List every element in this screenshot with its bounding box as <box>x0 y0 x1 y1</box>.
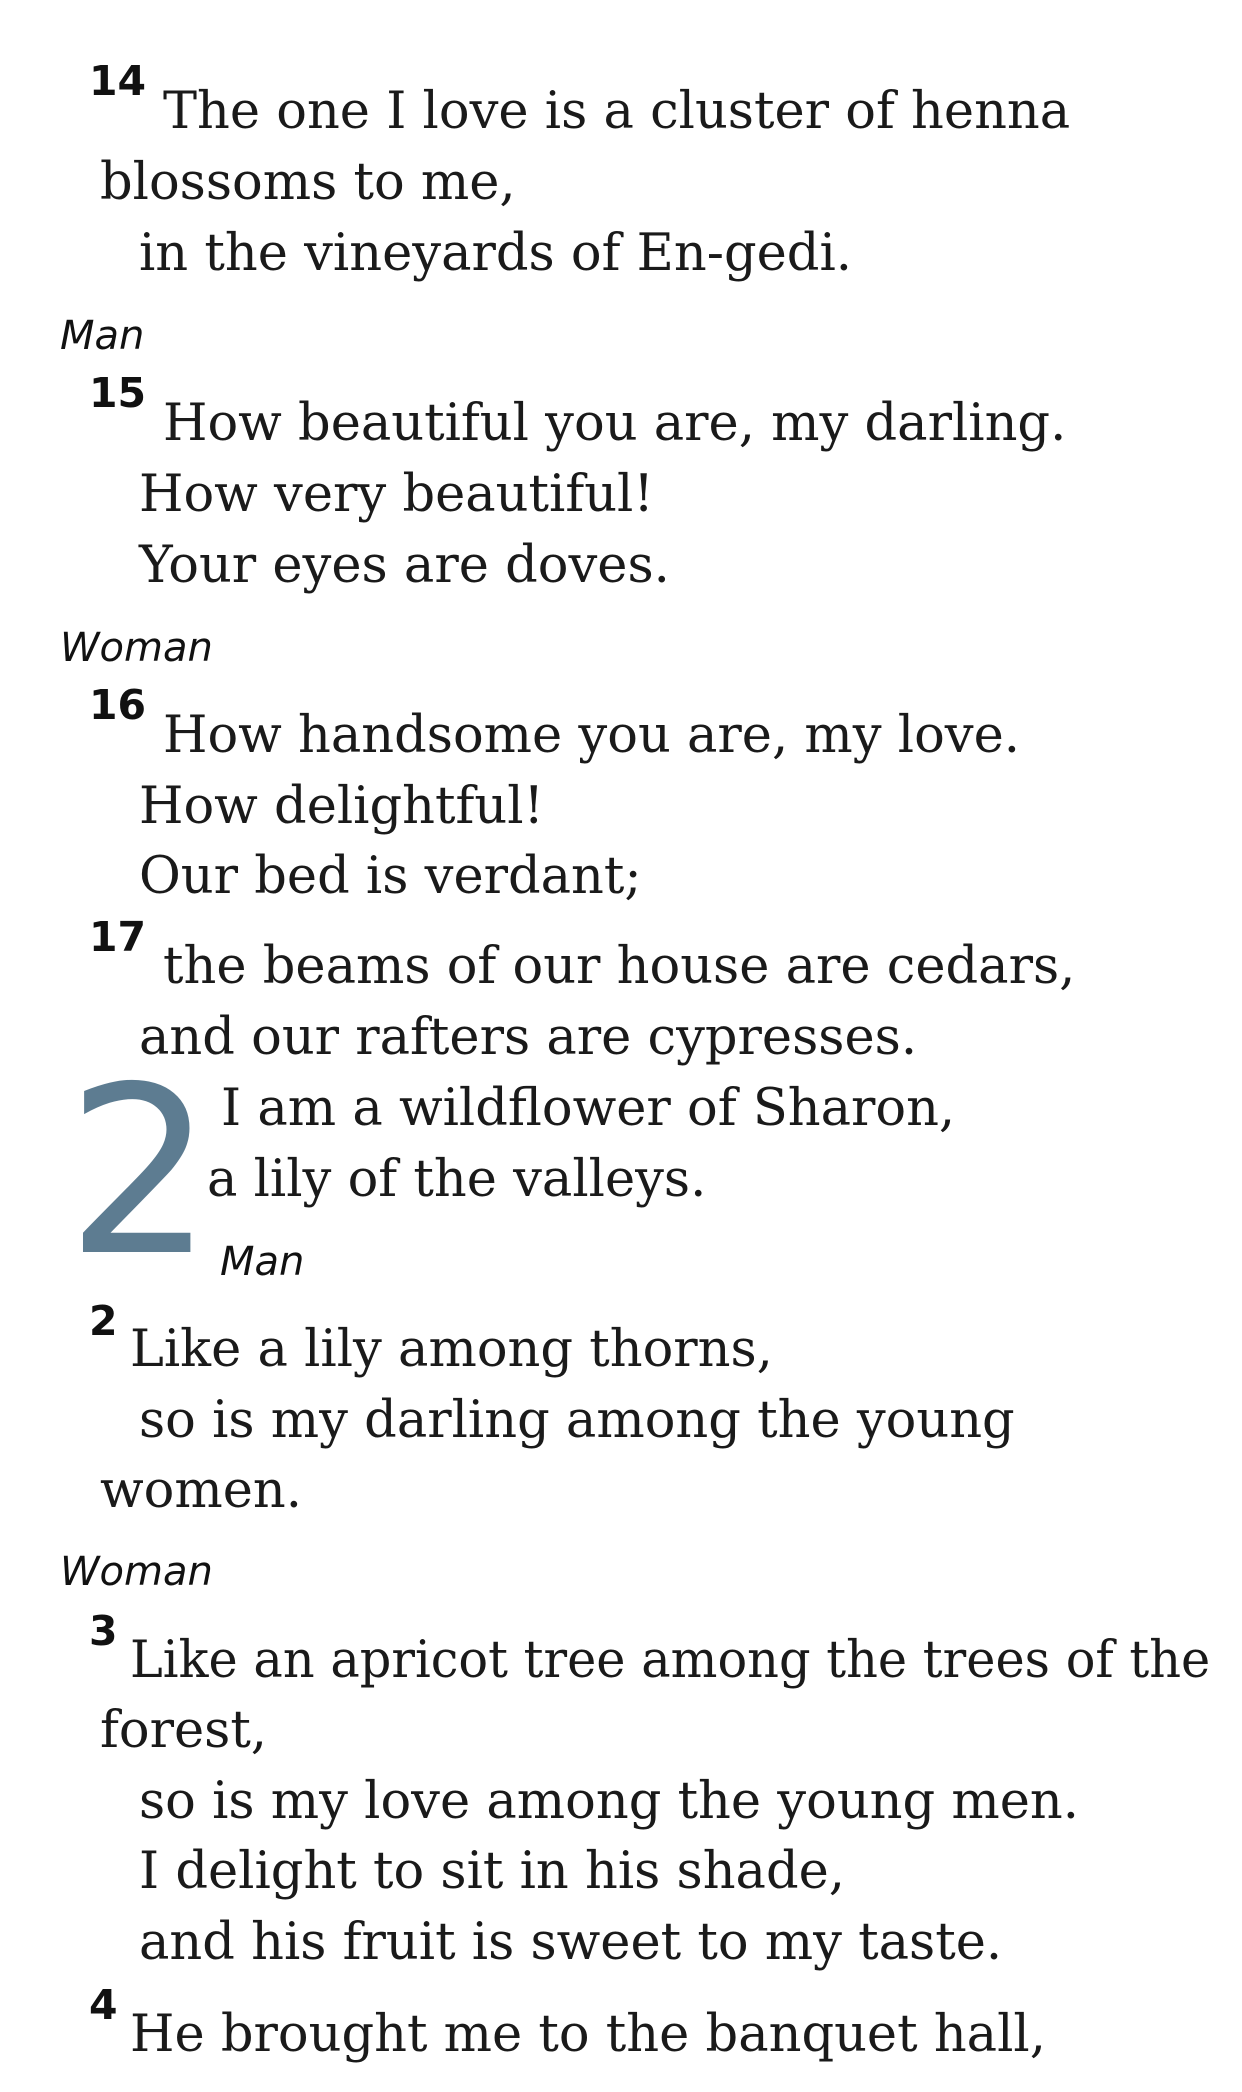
verse-number-4: 4 <box>89 1981 118 2029</box>
verse-14-line-3: in the vineyards of En-gedi. <box>139 224 852 283</box>
chapter-number: 2 <box>66 1037 214 1307</box>
chapter-2-verse-1-line-2: a lily of the valleys. <box>207 1150 707 1209</box>
verse-4-line-1: He brought me to the banquet hall, <box>130 2005 1046 2064</box>
speaker-label-woman: Woman <box>60 1549 213 1595</box>
speaker-label-man: Man <box>220 1239 305 1285</box>
verse-number-17: 17 <box>89 913 147 961</box>
chapter-2-verse-1-line-1: I am a wildflower of Sharon, <box>221 1079 956 1138</box>
verse-16-line-1: How handsome you are, my love. <box>163 706 1020 765</box>
verse-14-line-2: blossoms to me, <box>100 153 516 212</box>
verse-15-line-2: How very beautiful! <box>139 465 654 524</box>
verse-16-line-3: Our bed is verdant; <box>139 847 642 906</box>
verse-2-line-1: Like a lily among thorns, <box>130 1320 773 1379</box>
verse-number-2: 2 <box>89 1297 118 1345</box>
speaker-label-woman: Woman <box>60 625 213 671</box>
verse-3-line-4: I delight to sit in his shade, <box>139 1842 845 1901</box>
verse-3-line-2: forest, <box>100 1701 268 1760</box>
verse-3-line-3: so is my love among the young men. <box>139 1772 1079 1831</box>
verse-number-15: 15 <box>89 369 147 417</box>
speaker-label-man: Man <box>60 313 145 359</box>
verse-15-line-3: Your eyes are doves. <box>139 536 670 595</box>
verse-17-line-2: and our rafters are cypresses. <box>139 1008 918 1067</box>
verse-15-line-1: How beautiful you are, my darling. <box>163 394 1067 453</box>
verse-17-line-1: the beams of our house are cedars, <box>163 937 1076 996</box>
verse-number-3: 3 <box>89 1607 118 1655</box>
verse-14-line-1: The one I love is a cluster of henna <box>163 82 1071 141</box>
verse-3-line-1: Like an apricot tree among the trees of the <box>130 1631 1211 1690</box>
verse-3-line-5: and his fruit is sweet to my taste. <box>139 1913 1003 1972</box>
verse-number-14: 14 <box>89 57 147 105</box>
verse-16-line-2: How delightful! <box>139 777 545 836</box>
verse-2-line-3: women. <box>100 1461 302 1520</box>
verse-number-16: 16 <box>89 681 147 729</box>
verse-2-line-2: so is my darling among the young <box>139 1391 1015 1450</box>
